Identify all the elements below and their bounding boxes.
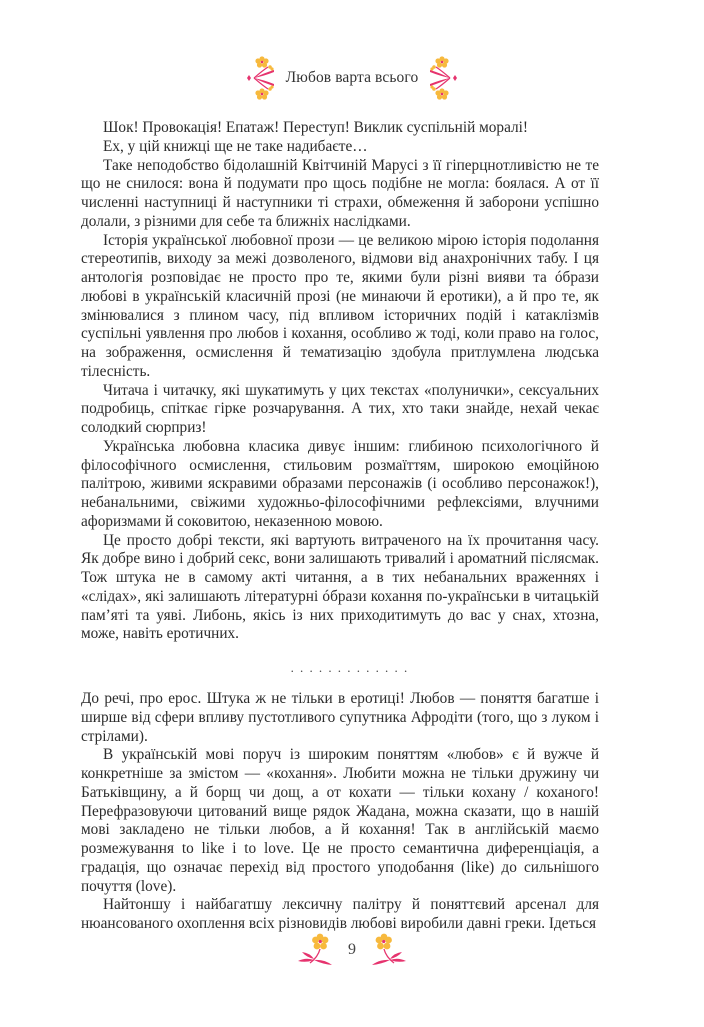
body-text-section-1 (81, 119, 599, 644)
paragraph: Це просто добрі тексти, які вартують витраченого на їх прочитання часу. Як добре вино і добрий секс, вони залишають тривалий і ароматний післясмак. Тож штука не в самому акті читання, а в тих небанальних враженнях і «слідах», які залишають літературні óбрази кохання по-українськи в читацькій пам’яті та уяві. Либонь, якісь із них приходитимуть до вас у снах, хтозна, може, навіть еротичних. (81, 531, 599, 643)
running-header (0, 52, 704, 104)
body-text-section-2 (81, 690, 599, 934)
paragraph: Історія української любовної прози — це великою мірою історія подолання стереотипів, виходу за межі дозволеного, відмови від анахронічних табу. І ця антологія розповідає не просто про те, якими були різні вияви та óбрази любові в українській класичній прозі (не минаючи й еротики), а й про те, як змінювалися з плином часу, під впливом історичних подій і катаклізмів суспільні уявлення про любов і кохання, особливо ж тоді, коли право на голос, на зображення, осмислення й тематизацію здобула притлумлена людська тілесність. (81, 231, 599, 380)
flower-sprig-icon (368, 931, 408, 969)
floral-ornament-icon (244, 53, 278, 103)
section-separator: ............. (290, 660, 414, 675)
floral-ornament-icon (426, 53, 460, 103)
flower-sprig-icon (296, 931, 336, 969)
paragraph: Ех, у цій книжці ще не таке надибаєте… (103, 137, 368, 155)
running-title: Любов варта всього (285, 69, 419, 86)
page-footer (0, 930, 704, 970)
paragraph: Читача і читачку, які шукатимуть у цих текстах «полунички», сексуальних подробиць, спіткає гірке розчарування. А тих, хто таки знайде, нехай чекає солодкий сюрприз! (81, 381, 599, 436)
paragraph: Шок! Провокація! Епатаж! Переступ! Виклик суспільній моралі! (103, 119, 528, 136)
paragraph: В українській мові поруч із широким поняттям «любов» є й вужче й конкретніше за змістом — «кохання». Любити можна не тільки дружину чи Батьківщину, а й борщ чи дощ, а от кохати — тільки кохану / коханого! Перефразовуючи цитований вище рядок Жадана, можна сказати, що в нашій мові закладено не тільки любов, а й кохання! Так в англійській маємо розмежування to like і to love. Це не просто семантична диференціація, а градація, що означає перехід від простого уподобання (like) до сильнішого почуття (love). (81, 746, 599, 895)
paragraph: Таке неподобство бідолашній Квітчиній Марусі з її гіперцнотливістю не те що не снилося: вона й подумати про щось подібне не могла: боялася. А от її численні наступниці й наступники ті страхи, обмеження й заборони успішно долали, з різними для себе та ближніх наслідками. (81, 156, 599, 230)
paragraph: До речі, про ерос. Штука ж не тільки в еротиці! Любов — поняття багатше і ширше від сфери впливу пустотливого супутника Афродіти (того, що з луком і стрілами). (81, 690, 599, 745)
page-number: 9 (348, 941, 356, 958)
paragraph: Найтоншу і найбагатшу лексичну палітру й поняттєвий арсенал для нюансованого охоплення всіх різновидів любові виробили давні греки. Ідеться (81, 896, 599, 932)
paragraph: Українська любовна класика дивує іншим: глибиною психологічного й філософічного осмислення, стильовим розмаїттям, широкою емоційною палітрою, живими яскравими образами персонажів (і особливо персонажок!), небанальними, свіжими художньо-філософічними рефлексіями, влучними афоризмами й соковитою, неказенною мовою. (81, 437, 599, 530)
